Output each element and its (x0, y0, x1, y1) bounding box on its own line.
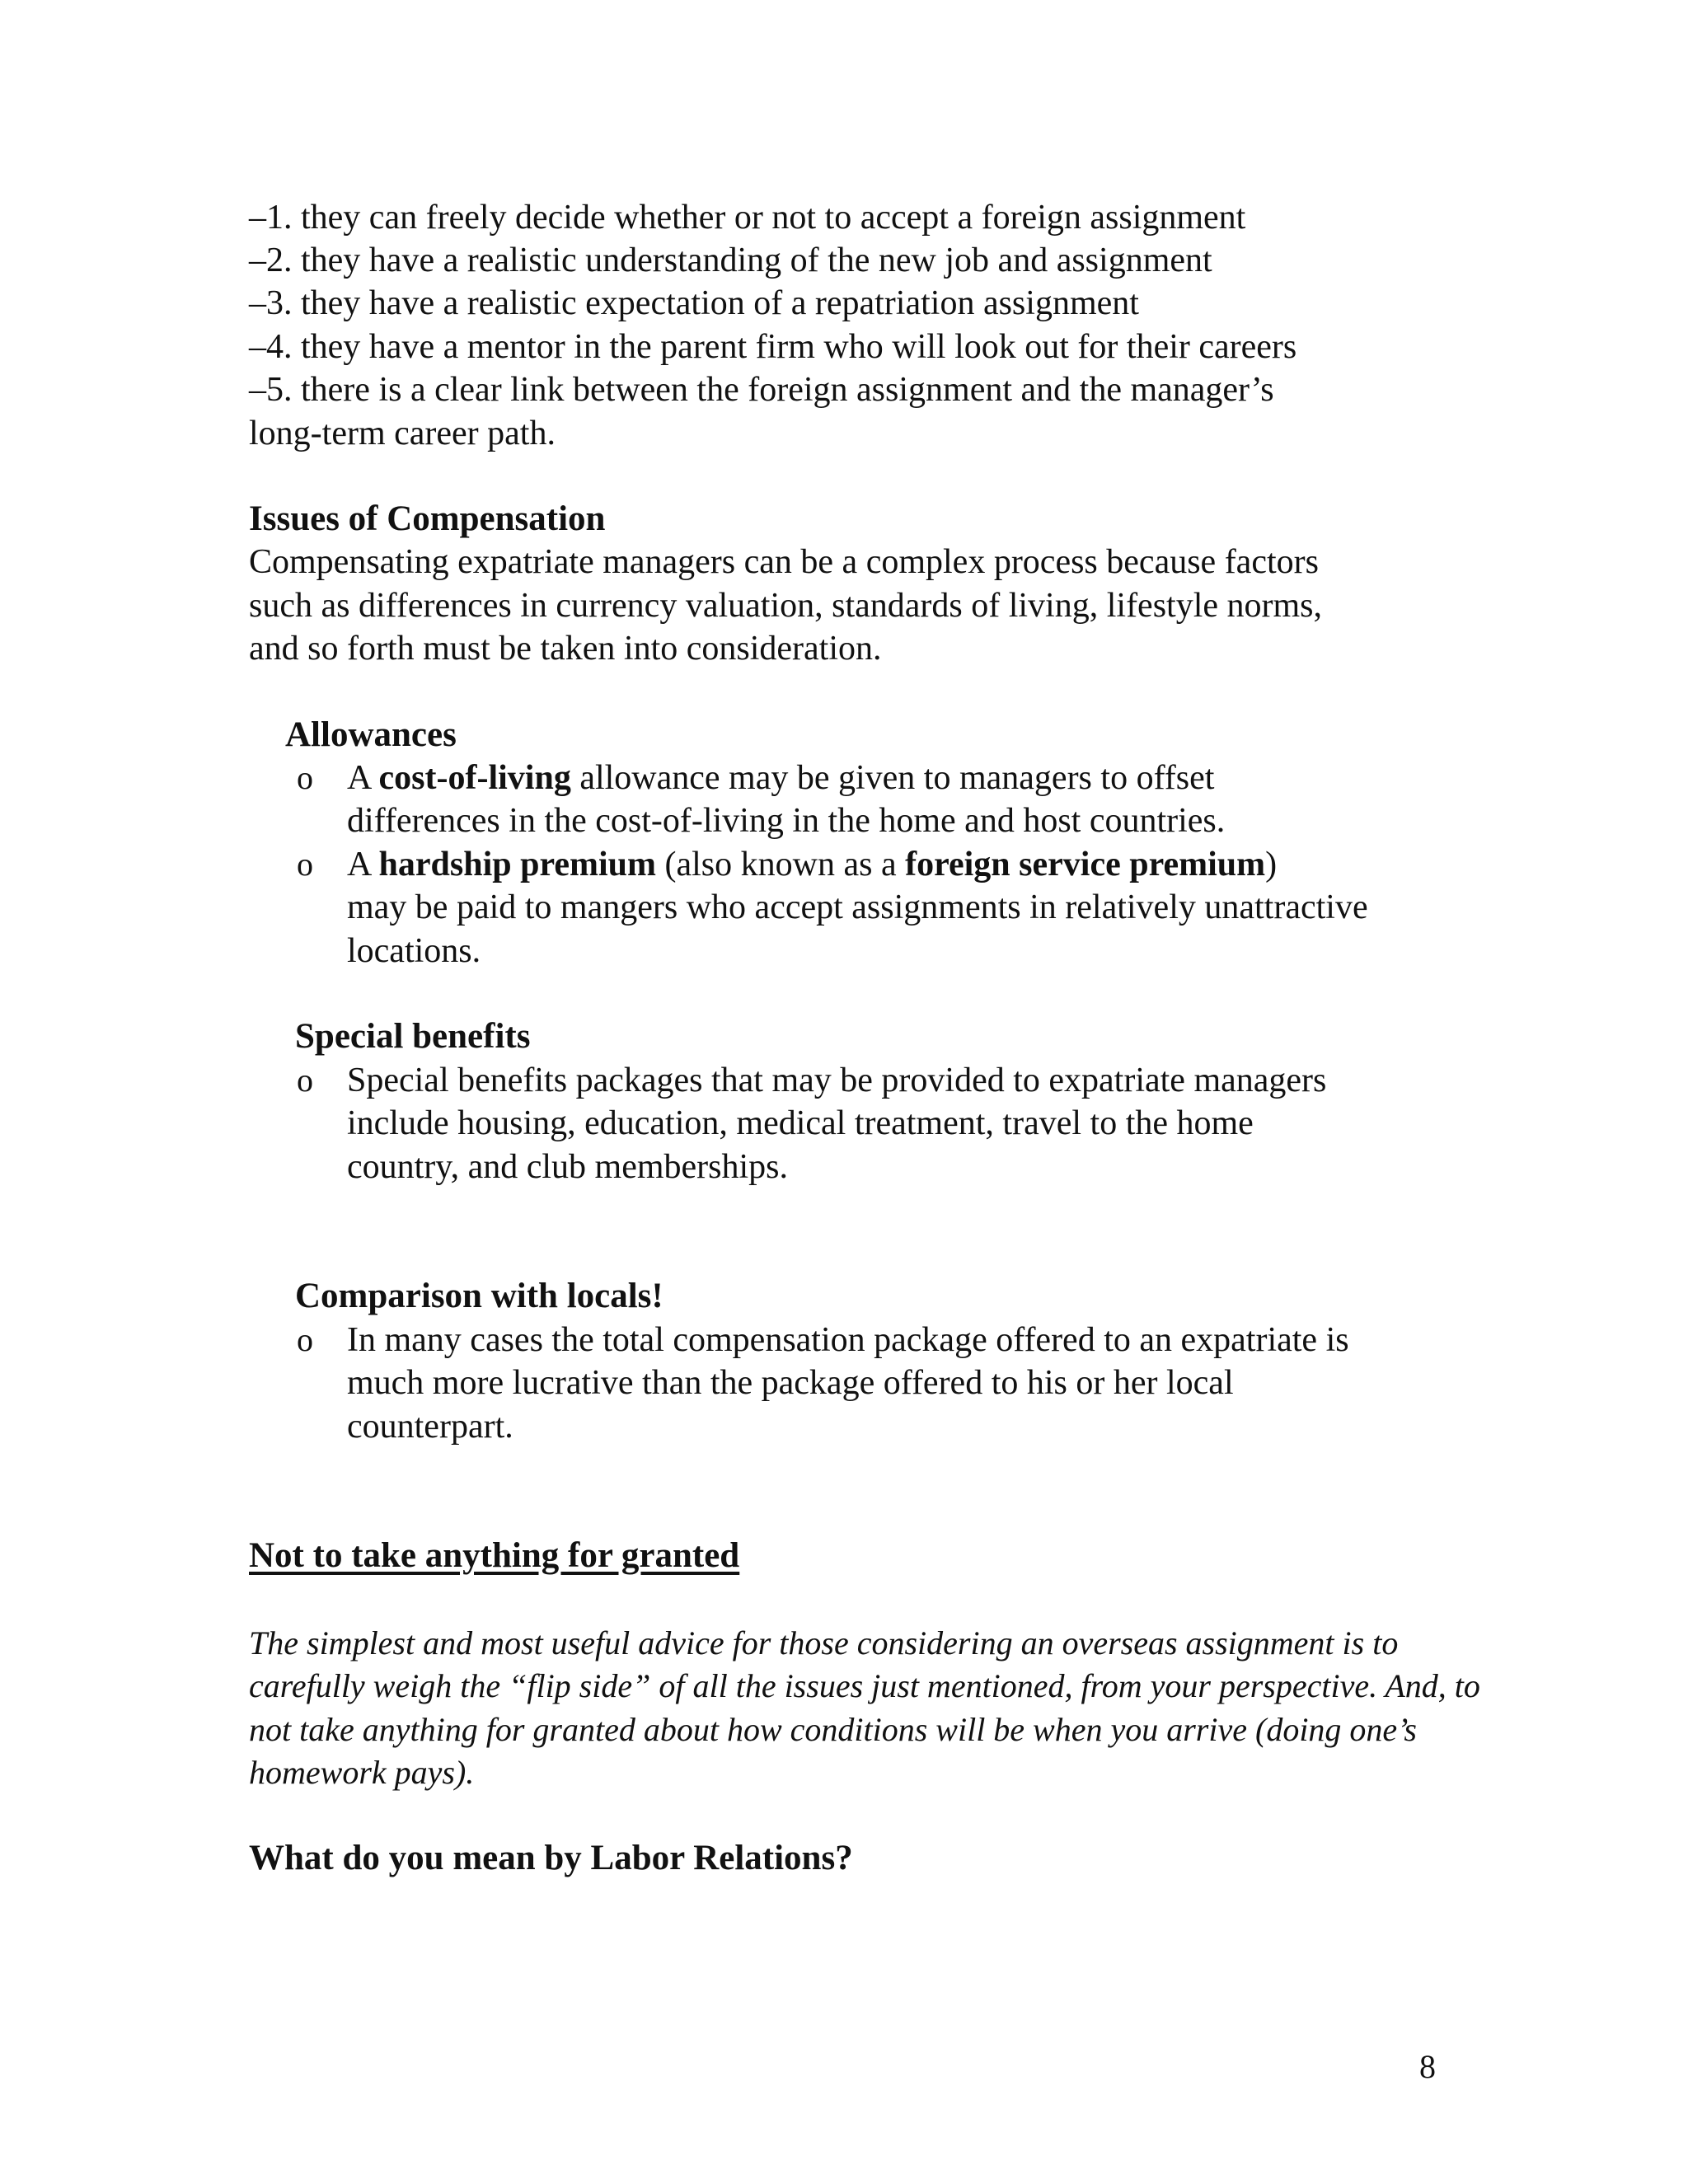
intro-list-item-1: –1. they can freely decide whether or not to accept a foreign assignment (249, 199, 1246, 237)
special-benefits-line: country, and club memberships. (347, 1148, 788, 1186)
special-benefits-heading: Special benefits (295, 1017, 531, 1056)
intro-list-item-5-continuation: long-term career path. (249, 415, 556, 452)
granted-italic-line: not take anything for granted about how conditions will be when you arrive (doing one’s (249, 1711, 1417, 1748)
comparison-line: counterpart. (347, 1408, 513, 1446)
text-span: allowance may be given to managers to offset (570, 759, 1215, 797)
page-number: 8 (1419, 2048, 1436, 2085)
bullet-marker: o (297, 1321, 313, 1358)
granted-italic-line: carefully weigh the “flip side” of all the issues just mentioned, from your perspective. And, to (249, 1667, 1480, 1704)
text-span: A (347, 759, 379, 797)
compensation-paragraph-line: such as differences in currency valuation, standards of living, lifestyle norms, (249, 587, 1323, 625)
allowance-item-hardship-premium-line2: may be paid to mangers who accept assignments in relatively unattractive (347, 888, 1368, 926)
comparison-heading: Comparison with locals! (295, 1277, 663, 1315)
term-hardship-premium: hardship premium (378, 846, 656, 883)
granted-heading: Not to take anything for granted (249, 1536, 740, 1575)
compensation-paragraph-line: and so forth must be taken into consideration. (249, 630, 882, 668)
term-foreign-service-premium: foreign service premium (905, 846, 1266, 883)
intro-list-item-4: –4. they have a mentor in the parent firm who will look out for their careers (249, 328, 1297, 366)
labor-relations-heading: What do you mean by Labor Relations? (249, 1839, 853, 1877)
allowance-item-cost-of-living-line2: differences in the cost-of-living in the home and host countries. (347, 802, 1226, 840)
special-benefits-line: Special benefits packages that may be provided to expatriate managers (347, 1062, 1327, 1099)
allowance-item-hardship-premium (347, 843, 1277, 886)
bullet-marker: o (297, 846, 313, 883)
allowances-heading: Allowances (285, 715, 457, 754)
comparison-line: much more lucrative than the package offered to his or her local (347, 1364, 1234, 1402)
comparison-line: In many cases the total compensation package offered to an expatriate is (347, 1321, 1349, 1359)
intro-list-item-2: –2. they have a realistic understanding of the new job and assignment (249, 241, 1212, 279)
granted-italic-line: homework pays). (249, 1754, 475, 1791)
compensation-paragraph-line: Compensating expatriate managers can be a complex process because factors (249, 543, 1319, 581)
intro-list-item-3: –3. they have a realistic expectation of a repatriation assignment (249, 284, 1139, 322)
allowance-item-hardship-premium-line3: locations. (347, 932, 481, 970)
text-span: A (347, 846, 379, 883)
text-span: ) (1265, 846, 1278, 883)
granted-italic-line: The simplest and most useful advice for those considering an overseas assignment is to (249, 1624, 1399, 1661)
intro-list-item-5: –5. there is a clear link between the foreign assignment and the manager’s (249, 371, 1274, 409)
compensation-heading: Issues of Compensation (249, 499, 606, 538)
allowance-item-cost-of-living (347, 757, 1214, 799)
term-cost-of-living: cost-of-living (378, 759, 571, 797)
text-span: (also known as a (656, 846, 906, 883)
special-benefits-line: include housing, education, medical treatment, travel to the home (347, 1104, 1254, 1142)
bullet-marker: o (297, 759, 313, 796)
bullet-marker: o (297, 1062, 313, 1099)
